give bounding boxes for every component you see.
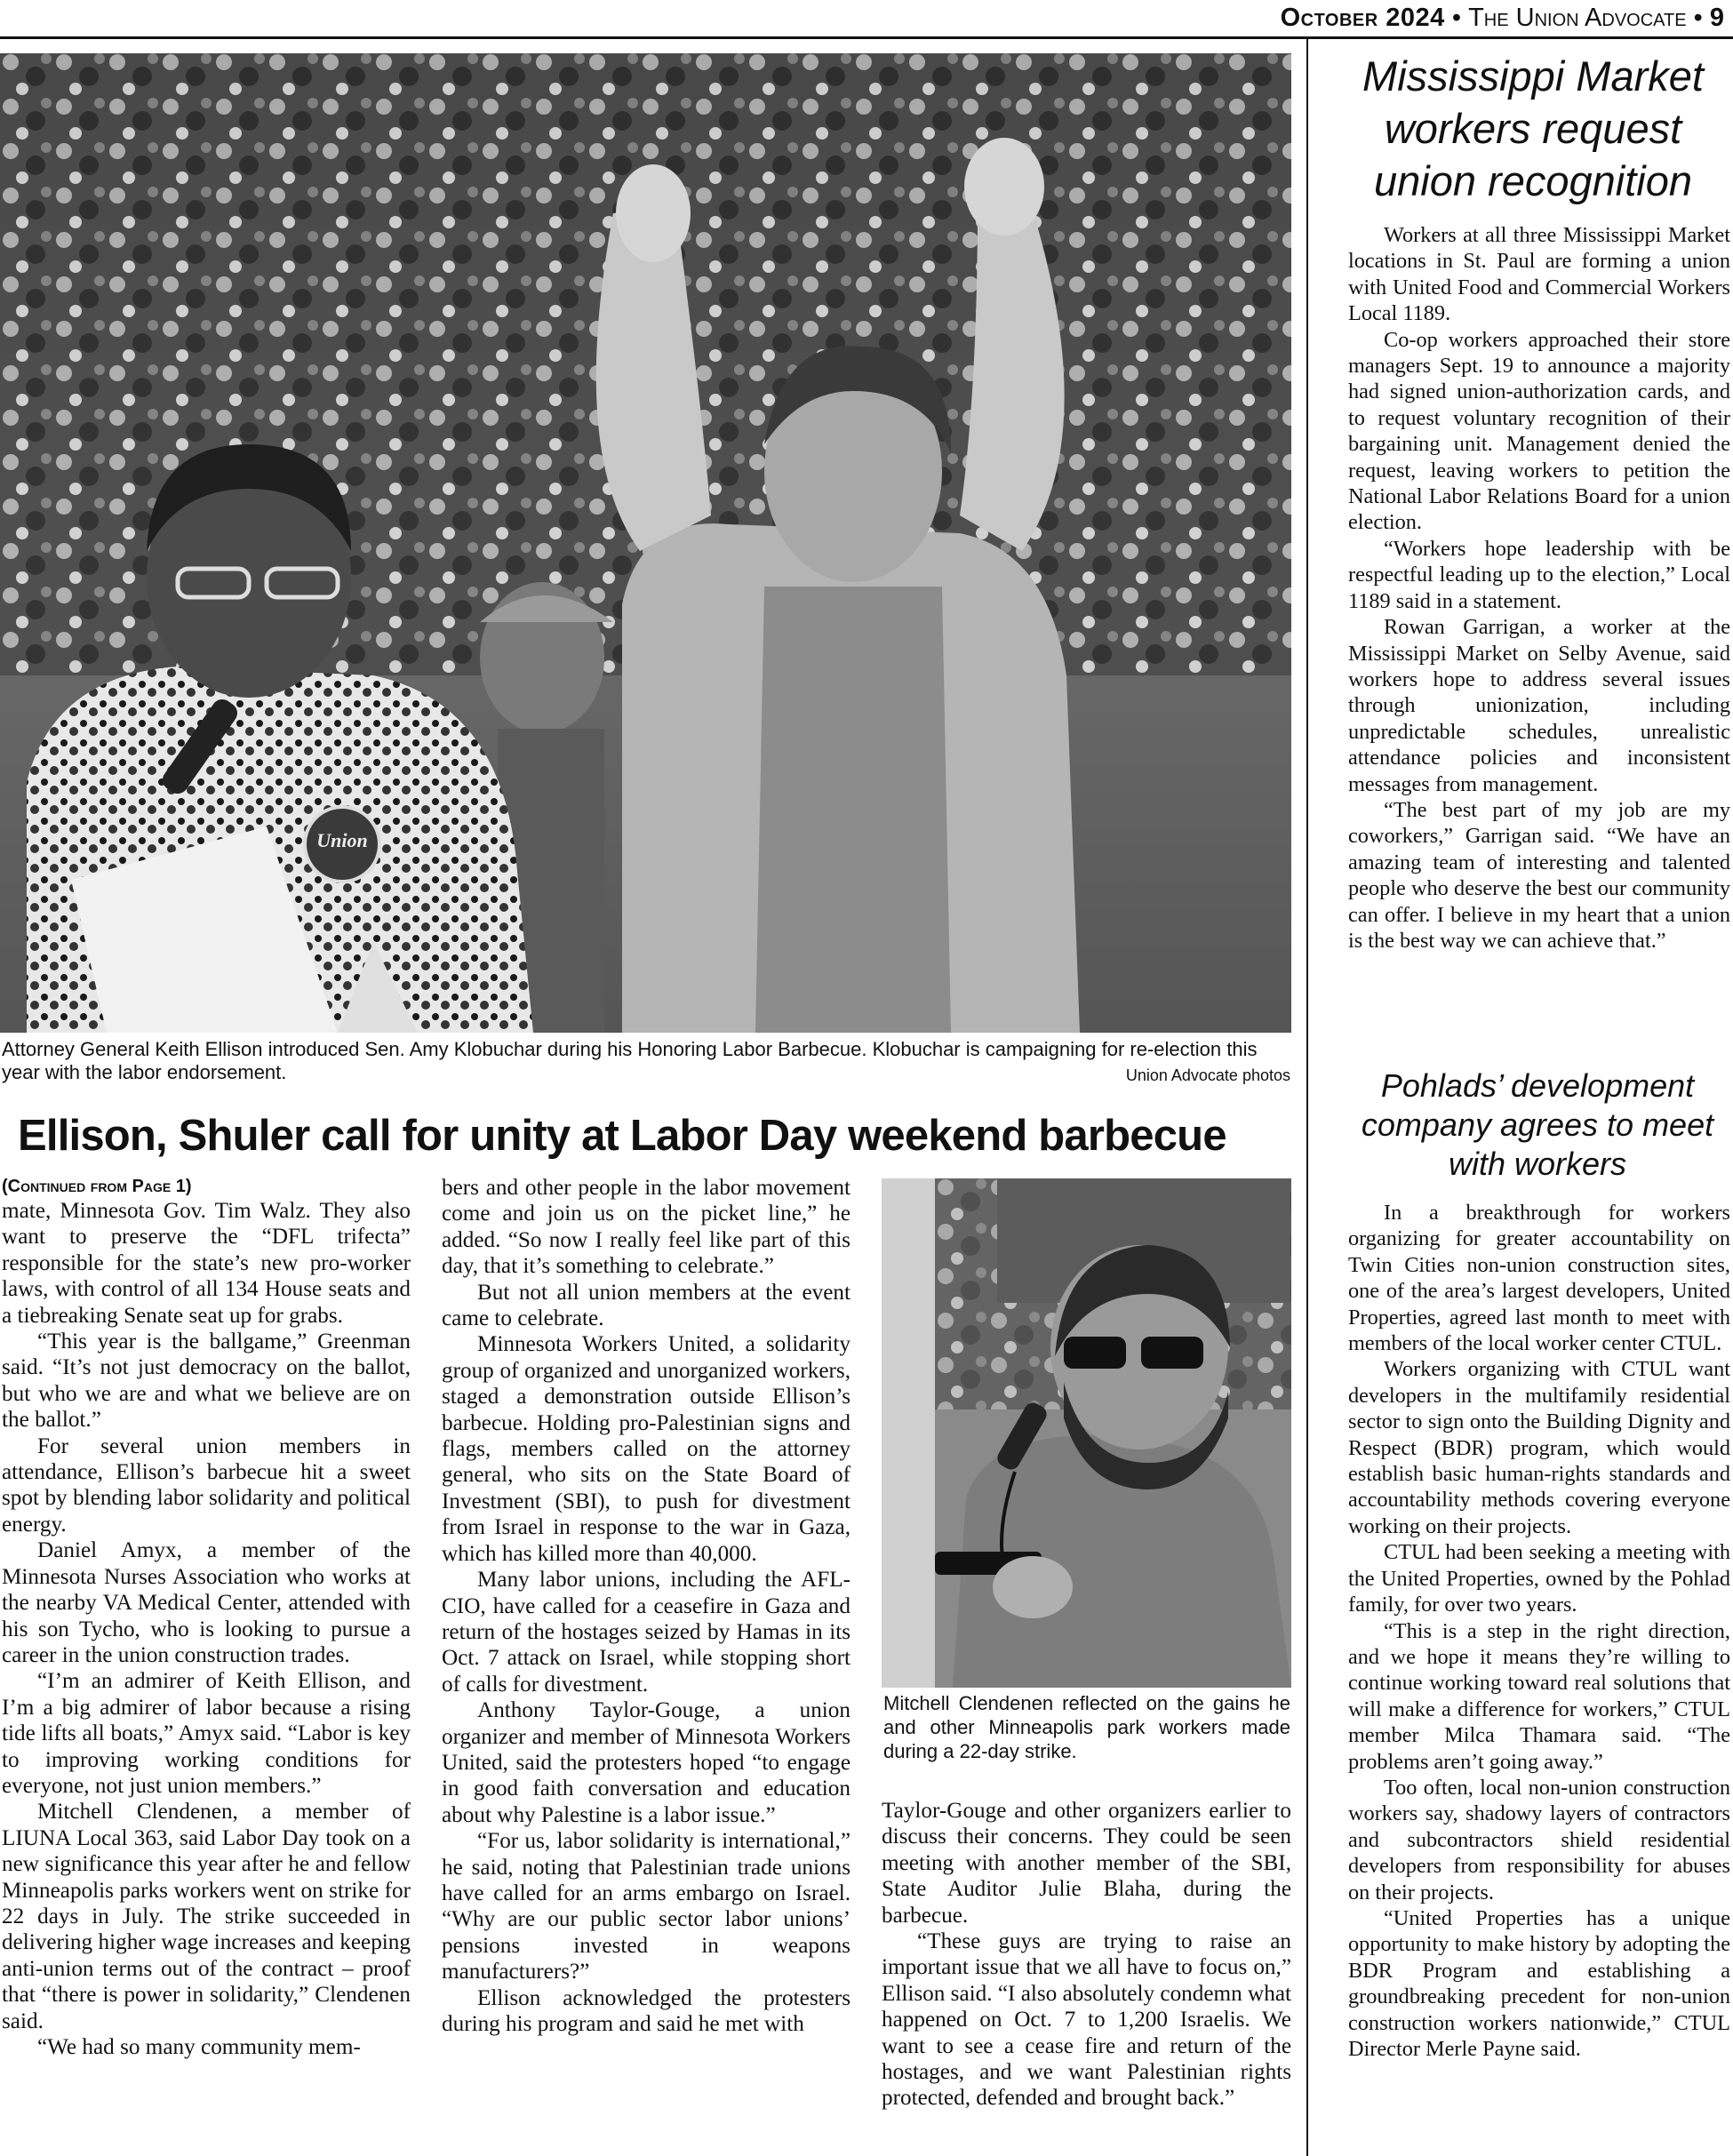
paragraph: Taylor-Gouge and other organizers earlier to discuss their concerns. They could be seen meeting with another member of the SBI, State Auditor Julie Blaha, during the barbecue. (882, 1799, 1291, 1928)
paragraph: Workers organizing with CTUL want developers in the multifamily residential sector to sign onto the Building Dignity and Respect (BDR) program, which would establish basic human-rights standards and accountability methods covering everyone working on their projects. (1348, 1357, 1730, 1538)
paragraph: Daniel Amyx, a member of the Minnesota Nurses Association who works at the nearby VA Medical Center, attended with his son Tycho, who is looking to pursue a career in the union construction trades. (2, 1538, 411, 1667)
paragraph: “This is a step in the right direction, and we hope it means they’re willing to continue working toward real solutions that will make a difference for workers,” CTUL member Milca Thamara said. “The problems aren’t going away.” (1348, 1618, 1730, 1774)
paragraph: Anthony Taylor-Gouge, a union organizer and member of Minnesota Workers United, said the protesters hoped “to engage in good faith conversation and education about why Palestine is a labor issue.” (442, 1698, 851, 1827)
article-column-3 (882, 1798, 1291, 2153)
page-number: 9 (1709, 4, 1724, 32)
continued-notice: (Continued from Page 1) (2, 1177, 192, 1196)
paragraph: For several union members in attendance, Ellison’s barbecue hit a sweet spot by blending labor solidarity and political energy. (2, 1433, 411, 1537)
article-headline: Ellison, Shuler call for unity at Labor Day weekend barbecue (18, 1112, 1226, 1160)
paragraph: bers and other people in the labor movement come and join us on the picket line,” he added. “So now I really feel like part of this day, that it’s something to celebrate.” (442, 1176, 851, 1279)
second-photo-image (882, 1178, 1291, 1688)
main-photo (0, 53, 1291, 1033)
second-photo-caption: Mitchell Clendenen reflected on the gains he and other Minneapolis park workers made during a 22-day strike. (883, 1692, 1290, 1762)
sidebar-headline-2: Pohlads’ development company agrees to meet with workers (1361, 1067, 1714, 1182)
paragraph: Co-op workers approached their store managers Sept. 19 to announce a majority had signed union-authorization cards, and to request voluntary recognition of their bargaining unit. Management denied the request, leaving workers to petition the National Labor Relations Board for a union election. (1348, 327, 1730, 535)
paragraph: CTUL had been seeking a meeting with the United Properties, owned by the Pohlad family, for over two years. (1348, 1540, 1730, 1617)
sidebar-story-2 (1348, 1200, 1730, 2154)
paragraph: Too often, local non-union construction workers say, shadowy layers of contractors and subcontractors shield residential developers from responsibility for abuses on their projects. (1348, 1775, 1730, 1904)
paragraph: “United Properties has a unique opportunity to make history by adopting the BDR Program and establishing a groundbreaking precedent for non-union construction workers nationwide,” CTUL Director Merle Payne said. (1348, 1905, 1730, 2061)
paragraph: “Workers hope leadership with be respectful leading up to the election,” Local 1189 said in a statement. (1348, 536, 1730, 613)
paragraph: Rowan Garrigan, a worker at the Mississippi Market on Selby Avenue, said workers hope to address several issues through unionization, including unpredictable schedules, unrealistic attendance policies and inconsistent messages from management. (1348, 615, 1730, 796)
column-divider (1306, 39, 1308, 2156)
paragraph: Mitchell Clendenen, a member of LIUNA Local 363, said Labor Day took on a new significance this year after he and fellow Minneapolis parks workers went on strike for 22 days in July. The strike succeeded in delivering higher wage increases and keeping anti-union terms out of the contract – proof that “there is power in solidarity,” Clendenen said. (2, 1800, 411, 2033)
second-photo (882, 1178, 1291, 1688)
paragraph: “These guys are trying to raise an important issue that we all have to focus on,” Ellison said. “I also absolutely condemn what happened on Oct. 7 to 1,200 Israelis. We want to see a cease fire and return of the hostages, and we want Palestinian rights protected, defended and brought back.” (882, 1929, 1291, 2111)
paragraph: Minnesota Workers United, a solidarity group of organized and unorganized workers, staged a demonstration outside Ellison’s barbecue. Holding pro-Palestinian signs and flags, members called on the attorney general, who sits on the State Board of Investment (SBI), to push for divestment from Israel in response to the war in Gaza, which has killed more than 40,000. (442, 1332, 851, 1566)
paragraph: “We had so many community mem- (37, 2035, 361, 2059)
union-badge-text: Union (316, 829, 368, 851)
main-photo-caption: Attorney General Keith Ellison introduced Sen. Amy Klobuchar during his Honoring Labor Barbecue. Klobuchar is campaigning for re-election this year with the labor endorsement. (2, 1038, 1258, 1083)
paragraph: mate, Minnesota Gov. Tim Walz. They also want to preserve the “DFL trifecta” responsible for the state’s new pro-worker laws, with control of all 134 House seats and a tiebreaking Senate seat up for grabs. (2, 1199, 411, 1328)
paragraph: In a breakthrough for workers organizing for greater accountability on Twin Cities non-union construction sites, one of the area’s largest developers, United Properties, agreed last month to meet with members of the local worker center CTUL. (1348, 1201, 1730, 1356)
paragraph: But not all union members at the event came to celebrate. (442, 1280, 851, 1331)
paragraph: “For us, labor solidarity is international,” he said, noting that Palestinian trade unions have called for an arms embargo on Israel. “Why are our public sector labor unions’ pensions invested in weapons manufacturers?” (442, 1829, 851, 1984)
paragraph: “The best part of my job are my coworkers,” Garrigan said. “We have an amazing team of interesting and talented people who deserve the best our community can offer. I believe in my heart that a union is the best way we can achieve that.” (1348, 797, 1730, 953)
header-separator: • (1451, 4, 1469, 32)
page-header (0, 0, 1733, 39)
issue-date: October 2024 (1280, 4, 1445, 32)
article-column-2 (442, 1175, 851, 2152)
header-separator: • (1693, 4, 1710, 32)
paragraph: Many labor unions, including the AFL-CIO, have called for a ceasefire in Gaza and return of the hostages seized by Hamas in its Oct. 7 attack on Israel, while stopping short of calls for divestment. (442, 1568, 851, 1697)
sidebar-story-1 (1348, 222, 1730, 1040)
article-column-1 (2, 1175, 411, 2152)
paragraph: Workers at all three Mississippi Market locations in St. Paul are forming a union with United Food and Commercial Workers Local 1189. (1348, 223, 1730, 326)
publication-name: The Union Advocate (1468, 4, 1687, 32)
paragraph: “I’m an admirer of Keith Ellison, and I’m a big admirer of labor because a rising tide lifts all boats,” Amyx said. “Labor is key to improving working conditions for everyone, not just union members.” (2, 1669, 411, 1798)
photo-credit: Union Advocate photos (1125, 1066, 1290, 1084)
sidebar-headline-1: Mississippi Market workers request union recognition (1362, 52, 1704, 204)
paragraph: Ellison acknowledged the protesters during his program and said he met with (442, 1985, 851, 2036)
paragraph: “This year is the ballgame,” Greenman said. “It’s not just democracy on the ballot, but who we are and what we believe are on the ballot.” (2, 1330, 411, 1433)
main-photo-image (0, 53, 1291, 1033)
